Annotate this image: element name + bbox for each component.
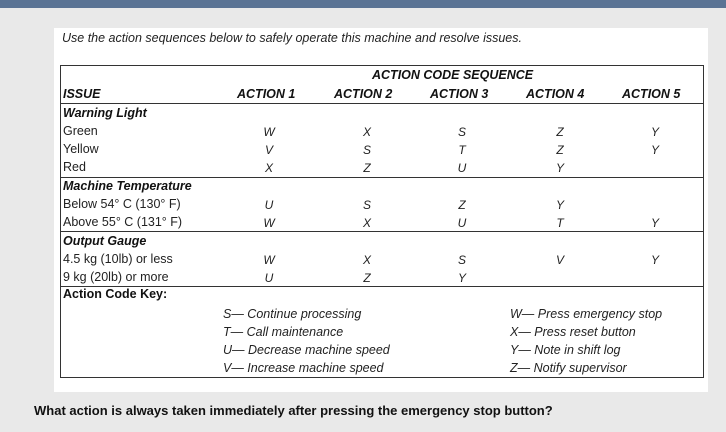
action-cell: Y xyxy=(555,198,564,212)
divider xyxy=(60,231,704,232)
action-cell: X xyxy=(264,161,273,175)
action-cell: S xyxy=(362,198,371,212)
key-item: X— Press reset button xyxy=(510,325,636,339)
key-item: U— Decrease machine speed xyxy=(223,343,390,357)
group-title-machine-temperature: Machine Temperature xyxy=(63,179,192,193)
action-cell: W xyxy=(263,253,275,267)
action-cell: Y xyxy=(555,161,564,175)
action-cell: V xyxy=(555,253,564,267)
key-title: Action Code Key: xyxy=(63,287,168,301)
action-cell: U xyxy=(457,161,467,175)
action-cell: Z xyxy=(363,161,371,175)
action-cell: W xyxy=(263,125,275,139)
row-label: Green xyxy=(63,124,98,138)
group-title-warning-light: Warning Light xyxy=(63,106,147,120)
action-cell: X xyxy=(362,216,371,230)
action-cell: X xyxy=(362,253,371,267)
header-action-3: ACTION 3 xyxy=(430,87,489,101)
key-item: S— Continue processing xyxy=(223,307,362,321)
key-item: W— Press emergency stop xyxy=(510,307,663,321)
action-cell: S xyxy=(362,143,371,157)
action-cell: U xyxy=(264,271,274,285)
row-label: Yellow xyxy=(63,142,99,156)
action-cell: Y xyxy=(650,253,659,267)
sequence-title: ACTION CODE SEQUENCE xyxy=(372,68,534,82)
row-label: Below 54° C (130° F) xyxy=(63,197,181,211)
action-cell: U xyxy=(264,198,274,212)
action-cell: U xyxy=(457,216,467,230)
divider xyxy=(60,177,704,178)
action-cell: Y xyxy=(457,271,466,285)
key-item: T— Call maintenance xyxy=(223,325,344,339)
action-cell: X xyxy=(362,125,371,139)
row-label: Above 55° C (131° F) xyxy=(63,215,183,229)
top-bar xyxy=(0,0,726,8)
action-cell: Y xyxy=(650,143,659,157)
action-cell: Z xyxy=(556,143,564,157)
action-cell: W xyxy=(263,216,275,230)
key-item: V— Increase machine speed xyxy=(223,361,384,375)
key-item: Y— Note in shift log xyxy=(510,343,621,357)
group-title-output-gauge: Output Gauge xyxy=(63,234,147,248)
action-cell: T xyxy=(458,143,466,157)
divider xyxy=(60,103,704,104)
row-label: 9 kg (20lb) or more xyxy=(63,270,169,284)
header-action-1: ACTION 1 xyxy=(237,87,296,101)
header-action-2: ACTION 2 xyxy=(334,87,393,101)
header-issue: ISSUE xyxy=(63,87,101,101)
header-action-4: ACTION 4 xyxy=(526,87,585,101)
action-cell: T xyxy=(556,216,564,230)
action-cell: Z xyxy=(556,125,564,139)
row-label: Red xyxy=(63,160,86,174)
header-action-5: ACTION 5 xyxy=(622,87,681,101)
question-text: What action is always taken immediately after pressing the emergency stop button? xyxy=(34,403,553,418)
instructions-text: Use the action sequences below to safely operate this machine and resolve issues. xyxy=(62,31,522,45)
action-cell: S xyxy=(457,125,466,139)
action-cell: V xyxy=(264,143,273,157)
action-cell: Y xyxy=(650,125,659,139)
row-label: 4.5 kg (10lb) or less xyxy=(63,252,173,266)
action-cell: Z xyxy=(458,198,466,212)
key-item: Z— Notify supervisor xyxy=(510,361,627,375)
action-cell: Z xyxy=(363,271,371,285)
action-cell: S xyxy=(457,253,466,267)
action-cell: Y xyxy=(650,216,659,230)
